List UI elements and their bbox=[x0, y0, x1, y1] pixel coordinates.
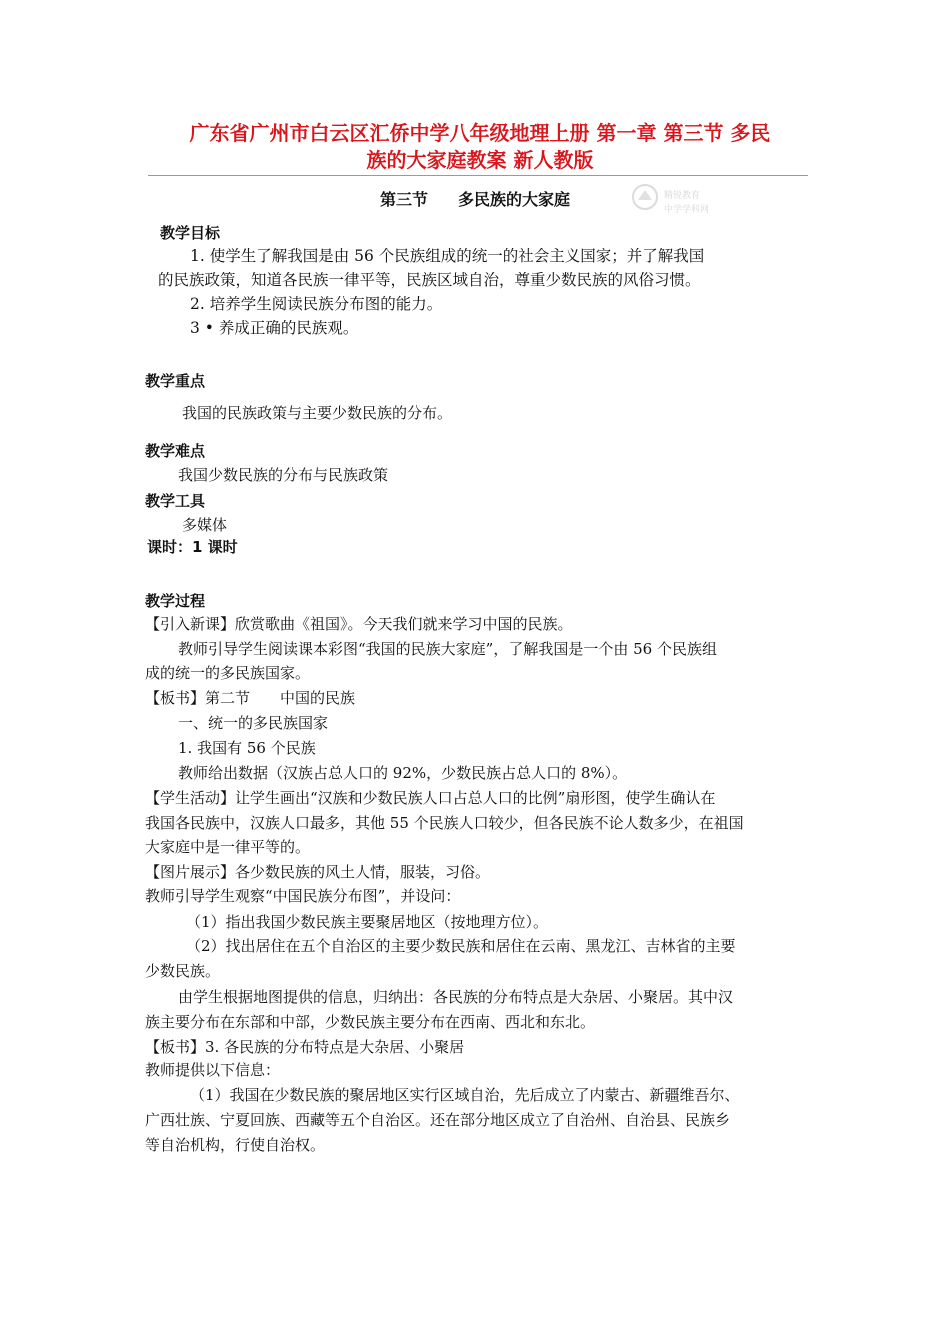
difficulty-heading: 教学难点 bbox=[145, 442, 206, 460]
section-name: 多民族的大家庭 bbox=[458, 190, 571, 209]
process-paragraph: 教师给出数据（汉族占总人口的 92%，少数民族占总人口的 8%）。 bbox=[178, 764, 628, 782]
process-paragraph: 1. 我国有 56 个民族 bbox=[178, 739, 316, 757]
tools-text: 多媒体 bbox=[182, 516, 228, 534]
key-heading: 教学重点 bbox=[145, 372, 206, 390]
process-paragraph: （2）找出居住在五个自治区的主要少数民族和居住在云南、黑龙江、吉林省的主要 bbox=[186, 937, 736, 955]
document-title-line-1: 广东省广州市白云区汇侨中学八年级地理上册 第一章 第三节 多民 bbox=[189, 121, 771, 145]
goal-item-3: 3 • 养成正确的民族观。 bbox=[190, 319, 359, 337]
process-paragraph: 少数民族。 bbox=[145, 962, 221, 980]
goal-item-1b: 的民族政策，知道各民族一律平等，民族区域自治，尊重少数民族的风俗习惯。 bbox=[158, 271, 701, 289]
document-title bbox=[145, 120, 815, 174]
process-paragraph: 教师引导学生阅读课本彩图“我国的民族大家庭”，了解我国是一个由 56 个民族组 bbox=[178, 640, 717, 658]
process-paragraph: 【学生活动】让学生画出“汉族和少数民族人口占总人口的比例”扇形图，使学生确认在 bbox=[145, 789, 716, 807]
process-paragraph: 大家庭中是一律平等的。 bbox=[145, 838, 311, 856]
goal-item-2: 2. 培养学生阅读民族分布图的能力。 bbox=[190, 295, 443, 313]
class-hours: 课时：1 课时 bbox=[147, 538, 238, 556]
watermark-text-1: 精锐教育 bbox=[664, 191, 701, 201]
section-title bbox=[0, 187, 950, 210]
process-paragraph: 成的统一的多民族国家。 bbox=[145, 664, 311, 682]
document-title-line-2: 族的大家庭教案 新人教版 bbox=[366, 148, 594, 172]
process-paragraph: 教师提供以下信息： bbox=[145, 1061, 281, 1079]
key-text: 我国的民族政策与主要少数民族的分布。 bbox=[182, 404, 453, 422]
process-paragraph: 【引入新课】欣赏歌曲《祖国》。今天我们就来学习中国的民族。 bbox=[145, 615, 573, 633]
process-paragraph: 由学生根据地图提供的信息，归纳出：各民族的分布特点是大杂居、小聚居。其中汉 bbox=[178, 988, 734, 1006]
goal-item-1a: 1. 使学生了解我国是由 56 个民族组成的统一的社会主义国家；并了解我国 bbox=[190, 247, 705, 265]
process-paragraph: 【板书】3. 各民族的分布特点是大杂居、小聚居 bbox=[145, 1038, 465, 1056]
process-paragraph: （1）我国在少数民族的聚居地区实行区域自治，先后成立了内蒙古、新疆维吾尔、 bbox=[190, 1086, 740, 1104]
process-paragraph: 我国各民族中，汉族人口最多，其他 55 个民族人口较少，但各民族不论人数多少，在祖国 bbox=[145, 814, 744, 832]
process-paragraph: 【图片展示】各少数民族的风土人情，服装，习俗。 bbox=[145, 863, 491, 881]
process-paragraph: 等自治机构，行使自治权。 bbox=[145, 1136, 326, 1154]
title-divider bbox=[148, 175, 808, 176]
process-paragraph: （1）指出我国少数民族主要聚居地区（按地理方位）。 bbox=[186, 913, 549, 931]
watermark-text-2: 中学学科网 bbox=[664, 205, 710, 215]
tools-heading: 教学工具 bbox=[145, 492, 206, 510]
difficulty-text: 我国少数民族的分布与民族政策 bbox=[178, 466, 389, 484]
process-paragraph: 【板书】第二节 中国的民族 bbox=[145, 689, 356, 707]
process-paragraph: 一、统一的多民族国家 bbox=[178, 714, 329, 732]
process-paragraph: 广西壮族、宁夏回族、西藏等五个自治区。还在部分地区成立了自治州、自治县、民族乡 bbox=[145, 1111, 731, 1129]
process-paragraph: 教师引导学生观察“中国民族分布图”，并设问： bbox=[145, 887, 461, 905]
process-heading: 教学过程 bbox=[145, 592, 206, 610]
section-number: 第三节 bbox=[379, 190, 428, 209]
goals-heading: 教学目标 bbox=[160, 224, 221, 242]
process-paragraph: 族主要分布在东部和中部，少数民族主要分布在西南、西北和东北。 bbox=[145, 1013, 596, 1031]
